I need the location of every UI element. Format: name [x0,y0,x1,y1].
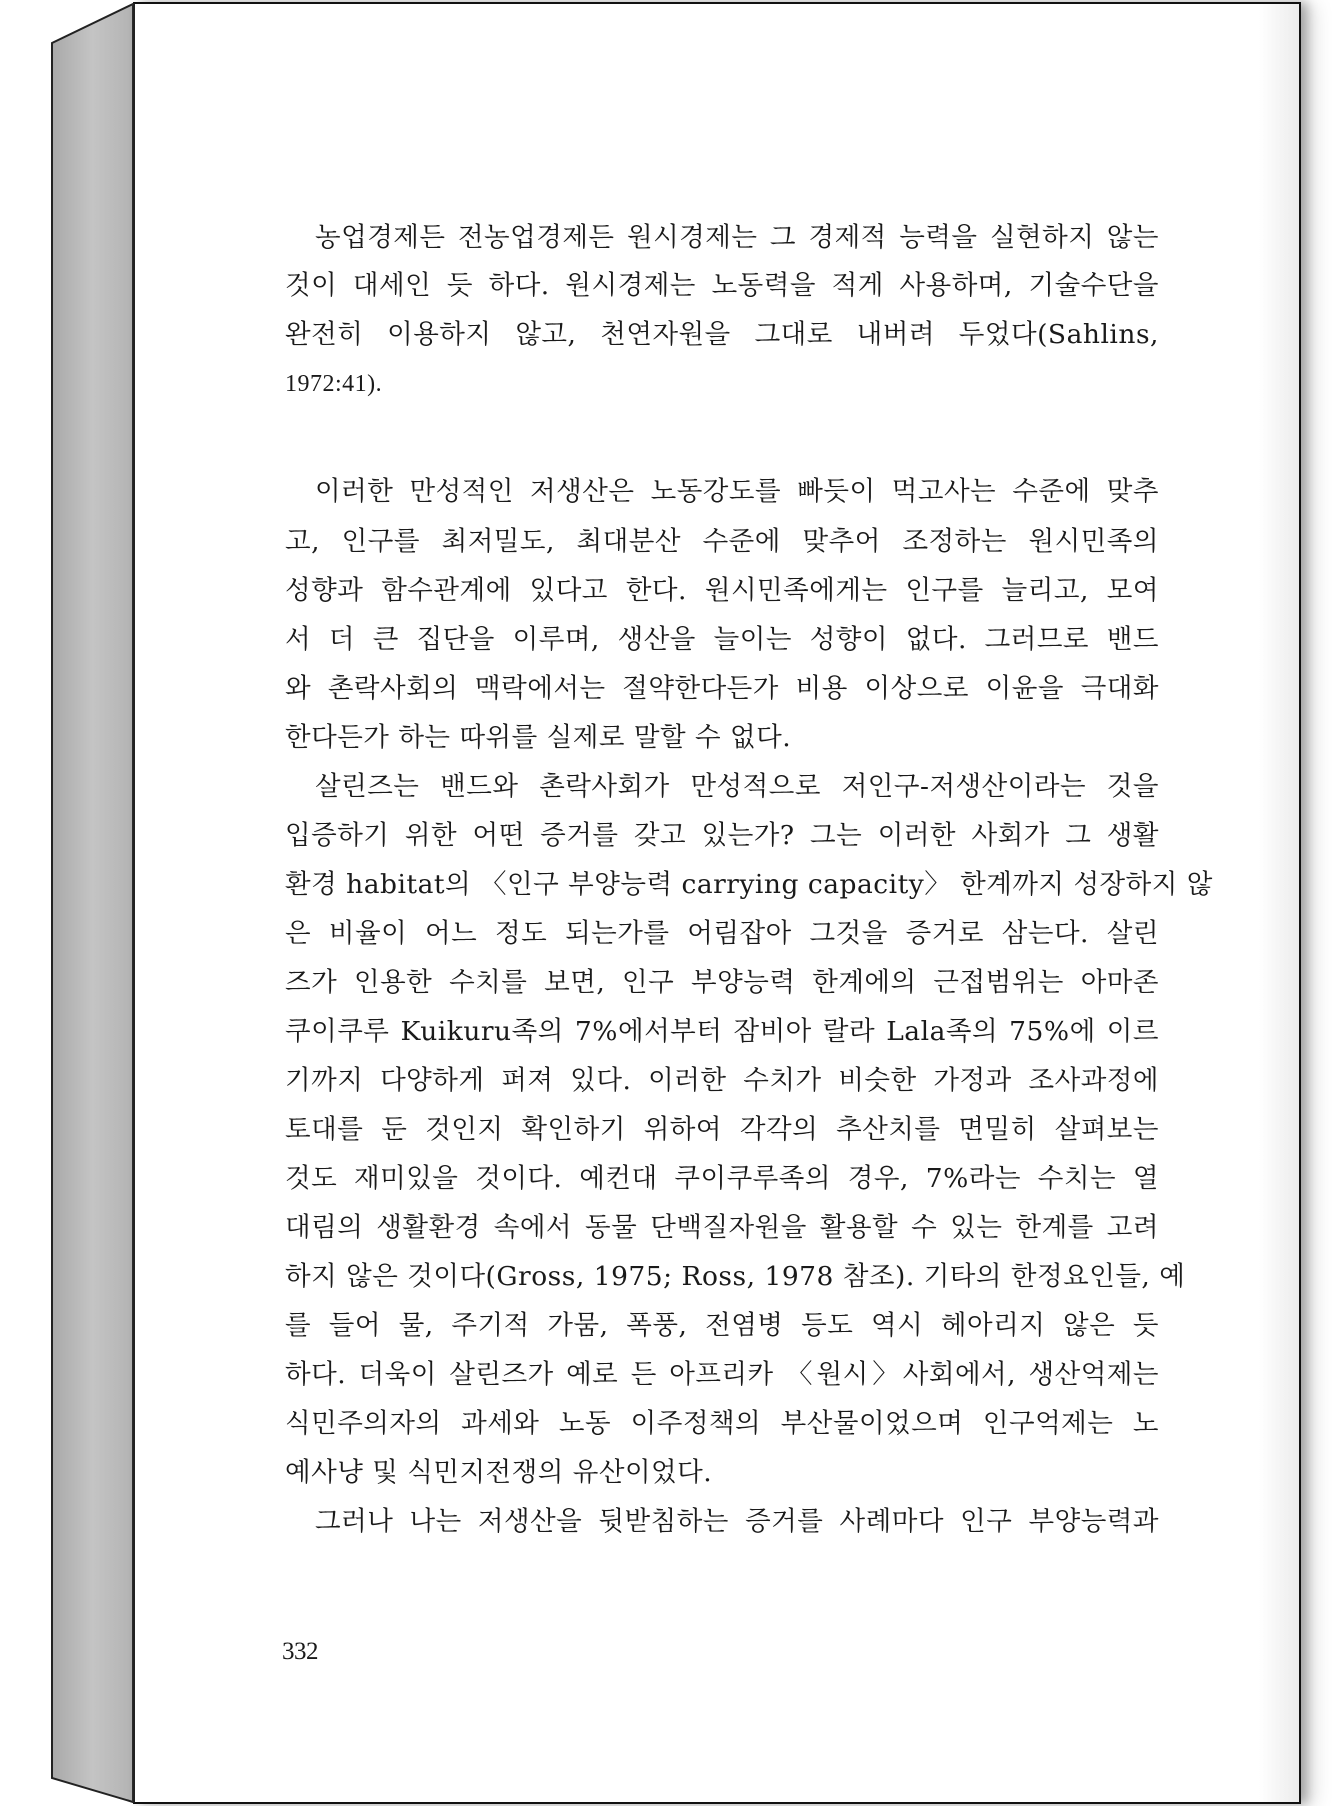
text-line: 기까지 다양하게 퍼져 있다. 이러한 수치가 비슷한 가정과 조사과정에 [285,1065,1159,1096]
text-line: 이러한 만성적인 저생산은 노동강도를 빠듯이 먹고사는 수준에 맞추 [315,476,1159,507]
text-line: 토대를 둔 것인지 확인하기 위하여 각각의 추산치를 면밀히 살펴보는 [285,1114,1159,1145]
text-line: 하다. 더욱이 살린즈가 예로 든 아프리카 〈원시〉사회에서, 생산억제는 [285,1359,1159,1390]
text-line: 대림의 생활환경 속에서 동물 단백질자원을 활용할 수 있는 한계를 고려 [285,1212,1159,1243]
text-line: 농업경제든 전농업경제든 원시경제는 그 경제적 능력을 실현하지 않는 [315,222,1159,253]
text-line: 즈가 인용한 수치를 보면, 인구 부양능력 한계에의 근접범위는 아마존 [285,967,1159,998]
text-line: 완전히 이용하지 않고, 천연자원을 그대로 내버려 두었다(Sahlins, [285,319,1159,350]
text-line: 것도 재미있을 것이다. 예컨대 쿠이쿠루족의 경우, 7%라는 수치는 열 [285,1163,1159,1194]
text-line: 고, 인구를 최저밀도, 최대분산 수준에 맞추어 조정하는 원시민족의 [285,526,1159,557]
text-line: 환경 habitat의 〈인구 부양능력 carrying capacity〉 한계까지 성장하지 않 [285,869,1213,900]
book-page [133,2,1301,1804]
text-line: 1972:41). [285,371,383,397]
text-line: 성향과 함수관계에 있다고 한다. 원시민족에게는 인구를 늘리고, 모여 [285,575,1159,606]
text-line: 와 촌락사회의 맥락에서는 절약한다든가 비용 이상으로 이윤을 극대화 [285,673,1159,704]
text-line: 살린즈는 밴드와 촌락사회가 만성적으로 저인구-저생산이라는 것을 [315,771,1159,802]
text-line: 서 더 큰 집단을 이루며, 생산을 늘이는 성향이 없다. 그러므로 밴드 [285,624,1159,655]
text-line: 한다든가 하는 따위를 실제로 말할 수 없다. [285,722,792,753]
page-edge-shadow [1259,4,1299,1802]
text-line: 하지 않은 것이다(Gross, 1975; Ross, 1978 참조). 기타의 한정요인들, 예 [285,1261,1186,1292]
page-number: 332 [282,1638,318,1665]
text-line: 은 비율이 어느 정도 되는가를 어림잡아 그것을 증거로 삼는다. 살린 [285,918,1159,949]
text-line: 식민주의자의 과세와 노동 이주정책의 부산물이었으며 인구억제는 노 [285,1408,1159,1439]
text-line: 를 들어 물, 주기적 가뭄, 폭풍, 전염병 등도 역시 헤아리지 않은 듯 [285,1310,1159,1341]
text-line: 쿠이쿠루 Kuikuru족의 7%에서부터 잠비아 랄라 Lala족의 75%에 이르 [285,1016,1159,1047]
text-line: 것이 대세인 듯 하다. 원시경제는 노동력을 적게 사용하며, 기술수단을 [285,270,1159,301]
text-line: 입증하기 위한 어떤 증거를 갖고 있는가? 그는 이러한 사회가 그 생활 [285,820,1159,851]
text-line: 그러나 나는 저생산을 뒷받침하는 증거를 사례마다 인구 부양능력과 [315,1506,1159,1537]
text-line: 예사냥 및 식민지전쟁의 유산이었다. [285,1457,713,1488]
